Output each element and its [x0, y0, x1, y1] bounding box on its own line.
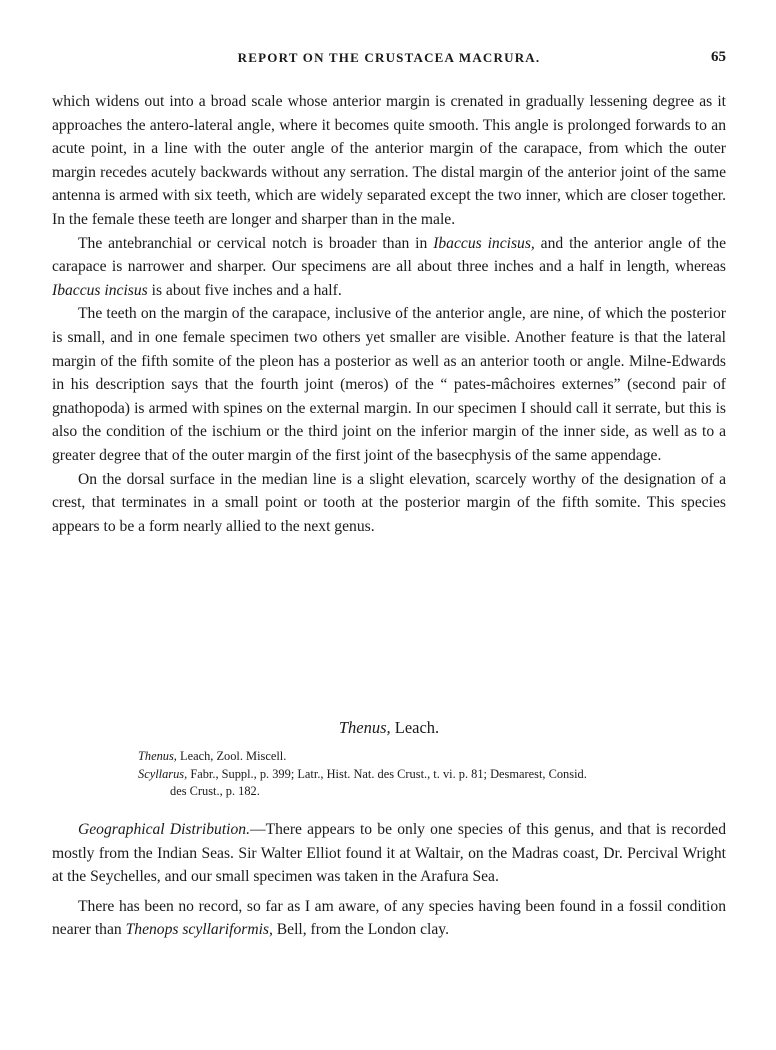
paragraph-1: which widens out into a broad scale whose anterior margin is crenated in gradually lessening degree as it approaches the antero-lateral angle, where it becomes quite smooth. This angle is prolonged forwards to an acute point, in a line with the outer angle of the anterior margin of the carapace, from which the outer margin recedes acutely backwards without any serration. The distal margin of the anterior joint of the same antenna is armed with six teeth, which are widely separated except the two inner, which are closer together. In the female these teeth are longer and sharper than in the male.	[52, 93, 726, 228]
fossil-species: Thenops scyllariformis,	[125, 921, 273, 939]
distribution-heading: Geographical Distribution.	[78, 821, 250, 838]
genus-heading	[52, 718, 726, 738]
main-text	[52, 90, 726, 538]
para2-text-c: is about five inches and a half.	[147, 281, 342, 299]
synonym-ref: Fabr., Suppl., p. 399; Latr., Hist. Nat. des Crust., t. vi. p. 81; Desmarest, Consid.	[187, 766, 587, 781]
synonym-ref: Leach, Zool. Miscell.	[176, 749, 287, 763]
synonym-continuation: des Crust., p. 182.	[170, 784, 260, 798]
genus-name: Thenus,	[338, 718, 391, 737]
fossil-paragraph	[52, 895, 726, 942]
synonym-entry	[138, 748, 726, 766]
paragraph-2	[52, 232, 726, 303]
synonym-genus: Thenus,	[138, 749, 177, 763]
fossil-text-a: There has been no record, so far as I am aware, of any species having been found in a fossil condition nearer than	[52, 897, 726, 939]
distribution-paragraph	[52, 818, 726, 889]
running-title: REPORT ON THE CRUSTACEA MACRURA.	[237, 50, 541, 65]
species-name: Ibaccus incisus,	[433, 234, 535, 252]
species-name: Ibaccus incisus	[52, 281, 148, 299]
synonymy-list	[138, 748, 726, 801]
synonym-genus: Scyllarus,	[138, 766, 188, 781]
synonym-entry	[138, 766, 726, 784]
distribution-text: —There appears to be only one species of this genus, and that is recorded mostly from the Indian Seas. Sir Walter Elliot found it at Waltair, on the Madras coast, Dr. Percival Wright at the Seychelles, and our small specimen was taken in the Arafura Sea.	[52, 821, 726, 886]
paragraph-3: The teeth on the margin of the carapace, inclusive of the anterior angle, are nine, of which the posterior is small, and in one female specimen two others yet smaller are visible. Another feature is that the lateral margin of the fifth somite of the pleon has a posterior as well as an anterior tooth or angle. Milne-Edwards in his description says that the fourth joint (meros) of the “ pates-mâchoires externes” (second pair of gnathopoda) is armed with spines on the external margin. In our specimen I should call it serrate, but this is also the condition of the ischium or the third joint on the inferior margin of the inner side, as well as to a greater degree that of the outer margin of the first joint of the basecphysis of the same appendage.	[52, 305, 726, 464]
para2-text-b: and the anterior angle of the carapace is narrower and sharper. Our specimens are all about three inches and a half in length, whereas	[52, 234, 726, 276]
running-head	[52, 50, 726, 70]
genus-author: Leach.	[390, 718, 440, 737]
para2-text-a: The antebranchial or cervical notch is broader than in	[78, 234, 434, 252]
fossil-text-b: Bell, from the London clay.	[272, 921, 449, 939]
paragraph-4: On the dorsal surface in the median line is a slight elevation, scarcely worthy of the designation of a crest, that terminates in a small point or tooth at the posterior margin of the fifth somite. This species appears to be a form nearly allied to the next genus.	[52, 470, 726, 535]
distribution-section	[52, 818, 726, 942]
page-number: 65	[711, 49, 726, 65]
